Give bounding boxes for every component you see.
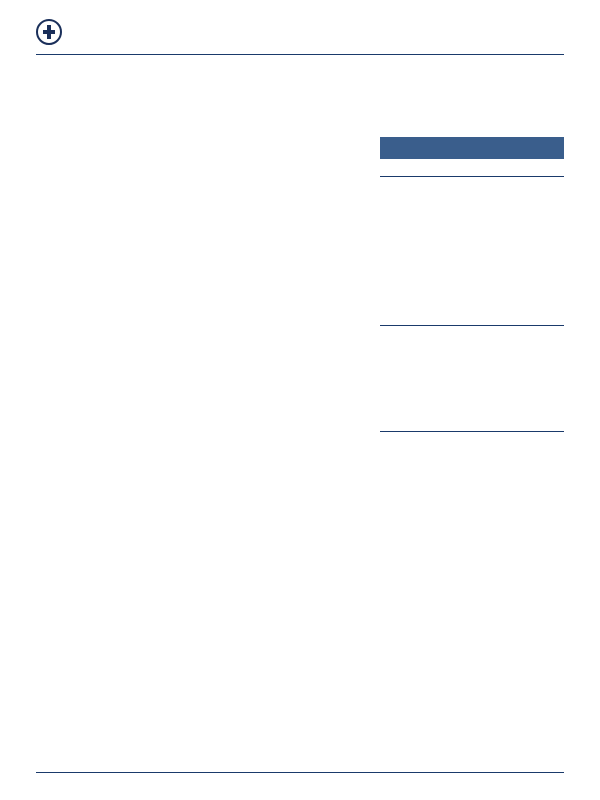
footer-disclaimer [0, 775, 600, 792]
header-divider [36, 54, 564, 55]
sidebar [380, 137, 564, 777]
rating-badge [380, 137, 564, 159]
authors-heading [380, 323, 564, 326]
trend-heading [380, 174, 564, 177]
trend-chart [380, 189, 564, 319]
footer-divider [36, 772, 564, 773]
related-heading [380, 429, 564, 432]
logo-icon [36, 19, 62, 45]
logo [36, 17, 166, 47]
report-body [36, 137, 370, 777]
